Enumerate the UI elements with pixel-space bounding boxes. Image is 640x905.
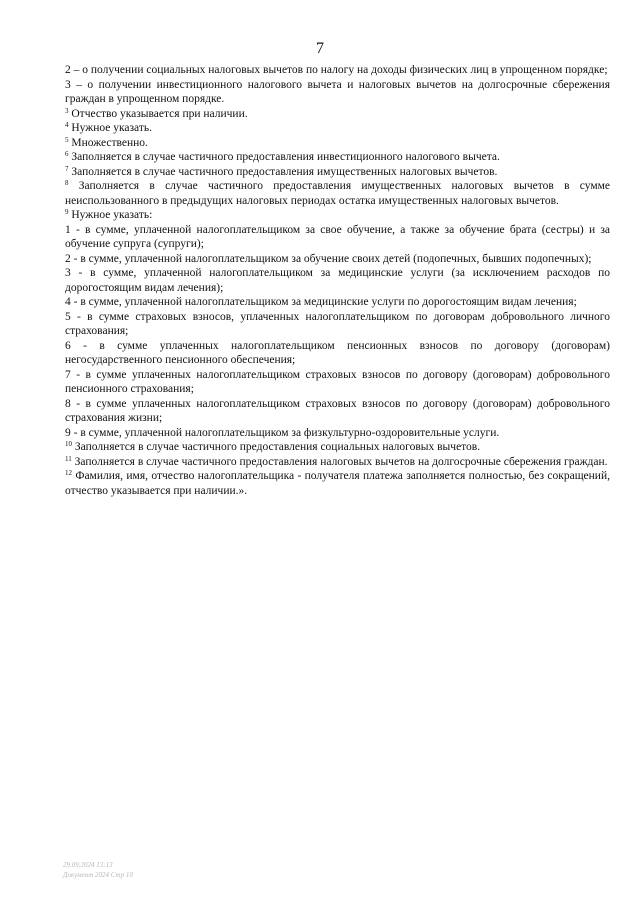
footnote-text: 2 – о получении социальных налоговых вычетов по налогу на доходы физических лиц в упрощенном порядке; xyxy=(65,64,608,76)
footnote-line xyxy=(65,368,610,397)
footnote-text: Заполняется в случае частичного предоставления имущественных налоговых вычетов в сумме неиспользованного в предыдущих налоговых периодах остатка имущественных налоговых вычетов. xyxy=(65,180,610,207)
footnote-line xyxy=(65,165,610,180)
footnote-text: Нужное указать: xyxy=(68,209,153,221)
footnote-marker: 12 xyxy=(65,469,72,477)
footnote-text: Заполняется в случае частичного предоставления социальных налоговых вычетов. xyxy=(72,441,481,453)
footnote-text: 1 - в сумме, уплаченной налогоплательщиком за свое обучение, а также за обучение брата (сестры) и за обучение супруга (супруги); xyxy=(65,223,610,250)
document-stamp-footer xyxy=(63,860,133,880)
footnote-line xyxy=(65,295,610,310)
footnote-marker: 8 xyxy=(65,179,69,187)
footnote-line xyxy=(65,208,610,223)
footnote-line xyxy=(65,136,610,151)
footnote-text: Фамилия, имя, отчество налогоплательщика - получателя платежа заполняется полностью, без сокращений, отчество указывается при наличии.». xyxy=(65,470,610,497)
footnote-text: 5 - в сумме страховых взносов, уплаченных налогоплательщиком по договорам добровольного личного страхования; xyxy=(65,310,610,337)
footnotes-body xyxy=(65,63,610,498)
footnote-line xyxy=(65,121,610,136)
footnote-text: 3 – о получении инвестиционного налогового вычета и налоговых вычетов на долгосрочные сбережения граждан в упрощенном порядке. xyxy=(65,78,610,105)
footnote-text: 4 - в сумме, уплаченной налогоплательщиком за медицинские услуги по дорогостоящим видам лечения; xyxy=(65,296,577,308)
footnote-text: Множественно. xyxy=(68,136,148,149)
footnote-line xyxy=(65,252,610,267)
footnote-line xyxy=(65,339,610,368)
footnote-marker: 10 xyxy=(65,440,72,448)
footnote-text: 2 - в сумме, уплаченной налогоплательщиком за обучение своих детей (подопечных, бывших подопечных); xyxy=(65,252,592,265)
footnote-marker: 7 xyxy=(65,164,69,173)
footnote-text: 3 - в сумме, уплаченной налогоплательщиком за медицинские услуги (за исключением расходов по дорогостоящим видам лечения); xyxy=(65,267,610,294)
footnote-text: Заполняется в случае частичного предоставления налоговых вычетов на долгосрочные сбережения граждан. xyxy=(71,455,608,468)
footnote-text: Отчество указывается при наличии. xyxy=(68,107,248,120)
footnote-line xyxy=(65,310,610,339)
footnote-text: Нужное указать. xyxy=(68,122,153,134)
footnote-text: 8 - в сумме уплаченных налогоплательщиком страховых взносов по договору (договорам) добровольного страхования жизни; xyxy=(65,397,610,424)
footer-line-date: 29.09.2024 13:13 xyxy=(63,861,113,869)
footnote-line xyxy=(65,455,610,470)
footnote-marker: 11 xyxy=(65,454,72,463)
footnote-marker: 6 xyxy=(65,150,69,158)
footnote-line xyxy=(65,63,610,78)
footnote-line xyxy=(65,150,610,165)
footnote-marker: 5 xyxy=(65,135,69,144)
footnote-line xyxy=(65,179,610,208)
footnote-text: 9 - в сумме, уплаченной налогоплательщиком за физкультурно-оздоровительные услуги. xyxy=(65,426,500,439)
footnote-line xyxy=(65,78,610,107)
footnote-line xyxy=(65,426,610,441)
footnote-line xyxy=(65,440,610,455)
footnote-marker: 9 xyxy=(65,208,69,216)
footnote-text: 6 - в сумме уплаченных налогоплательщиком пенсионных взносов по договору (договорам) негосударственного пенсионного обеспечения; xyxy=(65,339,610,366)
page-number: 7 xyxy=(316,40,324,57)
footnote-line xyxy=(65,223,610,252)
footnote-marker: 4 xyxy=(65,121,69,129)
footnote-text: 7 - в сумме уплаченных налогоплательщиком страховых взносов по договору (договорам) добровольного пенсионного страхования; xyxy=(65,368,610,395)
footnote-line xyxy=(65,266,610,295)
footer-line-doc: Документ 2024 Стр 10 xyxy=(63,871,133,879)
footnote-line xyxy=(65,469,610,498)
footnote-text: Заполняется в случае частичного предоставления инвестиционного налогового вычета. xyxy=(68,151,500,163)
footnote-line xyxy=(65,107,610,122)
footnote-text: Заполняется в случае частичного предоставления имущественных налоговых вычетов. xyxy=(68,165,498,178)
footnote-line xyxy=(65,397,610,426)
footnote-marker: 3 xyxy=(65,106,69,115)
